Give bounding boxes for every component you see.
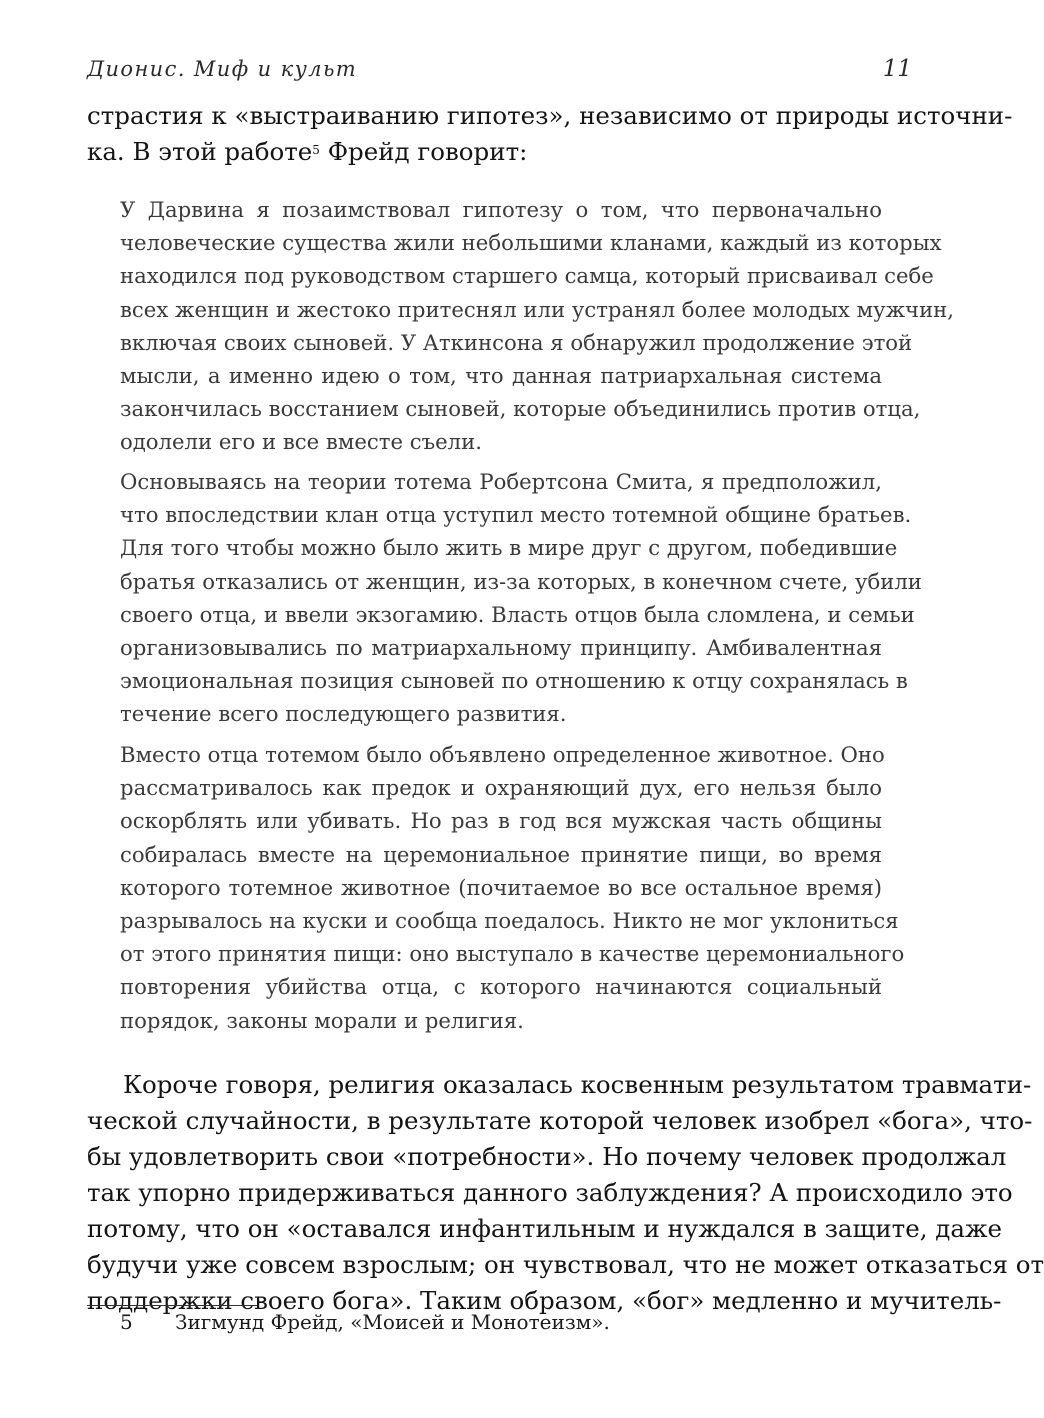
text-line: своего отца, и ввели экзогамию. Власть отцов была сломлена, и семьи [120,601,915,627]
text-line: организовывались по матриархальному принципу. Амбивалентная [120,635,882,661]
text-line: Основываясь на теории тотема Робертсона Смита, я предположил, [120,469,882,494]
quote-paragraph-1 [120,193,955,459]
footnote-divider [87,1305,257,1306]
text-line: братья отказались от женщин, из-за которых, в конечном счете, убили [120,568,922,594]
text-line: мысли, а именно идею о том, что данная патриархальная система [120,363,882,389]
quote-paragraph-2 [120,465,922,731]
text-line: закончилась восстанием сыновей, которые объединились против отца, [120,396,921,422]
text-line: страстия к «выстраиванию гипотез», независимо от природы источни- [87,101,1013,130]
text-line: собиралась вместе на церемониальное принятие пищи, во время [120,841,882,867]
conclusion-paragraph [87,1067,1044,1319]
text-line: У Дарвина я позаимствовал гипотезу о том, что первоначально [120,197,882,222]
text-line: потому, что он «оставался инфантильным и нуждался в защите, даже [87,1214,1003,1243]
text-line: бы удовлетворить свои «потребности». Но почему человек продолжал [87,1142,1007,1171]
text-line: одолели его и все вместе съели. [120,429,482,455]
text-line: всех женщин и жестоко притеснял или устранял более молодых мужчин, [120,296,955,322]
text-line: оскорблять или убивать. Но раз в год вся мужская часть общины [120,808,882,834]
text-line: порядок, законы морали и религия. [120,1007,524,1033]
page-number: 11 [882,56,912,82]
text-line: которого тотемное животное (почитаемое во все остальное время) [120,874,882,900]
quote-paragraph-3 [120,738,905,1037]
footnote [87,1310,610,1334]
text-line: находился под руководством старшего самца, который присваивал себе [120,263,934,289]
text-line: разрывалось на куски и сообща поедалось. Никто не мог уклониться [120,908,899,934]
text-line: рассматривалось как предок и охраняющий дух, его нельзя было [120,775,882,801]
text-line: человеческие существа жили небольшими кланами, каждый из которых [120,230,942,256]
footnote-text: Зигмунд Фрейд, «Моисей и Монотеизм». [175,1310,610,1334]
text-line: поддержки своего бога». Таким образом, «бог» медленно и мучитель- [87,1286,1002,1315]
footnote-reference[interactable]: 5 [312,143,320,157]
text-line: что впоследствии клан отца уступил место тотемной общине братьев. [120,502,912,528]
text-line: повторения убийства отца, с которого начинаются социальный [120,974,882,1000]
text-line: Короче говоря, религия оказалась косвенным результатом травмати- [123,1070,1032,1099]
text-line: ка. В этой работе$^5$ Фрейд говорит: [87,137,528,166]
text-line: ческой случайности, в результате которой человек изобрел «бога», что- [87,1106,1033,1135]
text-line: от этого принятия пищи: оно выступало в качестве церемониального [120,941,905,967]
text-line: будучи уже совсем взрослым; он чувствовал, что не может отказаться от [87,1250,1044,1279]
text-line: эмоциональная позиция сыновей по отношению к отцу сохранялась в [120,668,908,694]
text-line: Для того чтобы можно было жить в мире друг с другом, победившие [120,535,898,561]
text-line: включая своих сыновей. У Аткинсона я обнаружил продолжение этой [120,329,913,355]
running-title: Дионис. Миф и культ [87,57,358,81]
footnote-number: 5 [120,1310,133,1334]
intro-paragraph [87,98,1013,170]
text-line: Вместо отца тотемом было объявлено определенное животное. Оно [120,742,885,767]
text-line: так упорно придерживаться данного заблуждения? А происходило это [87,1178,1013,1207]
text-line: течение всего последующего развития. [120,701,567,727]
